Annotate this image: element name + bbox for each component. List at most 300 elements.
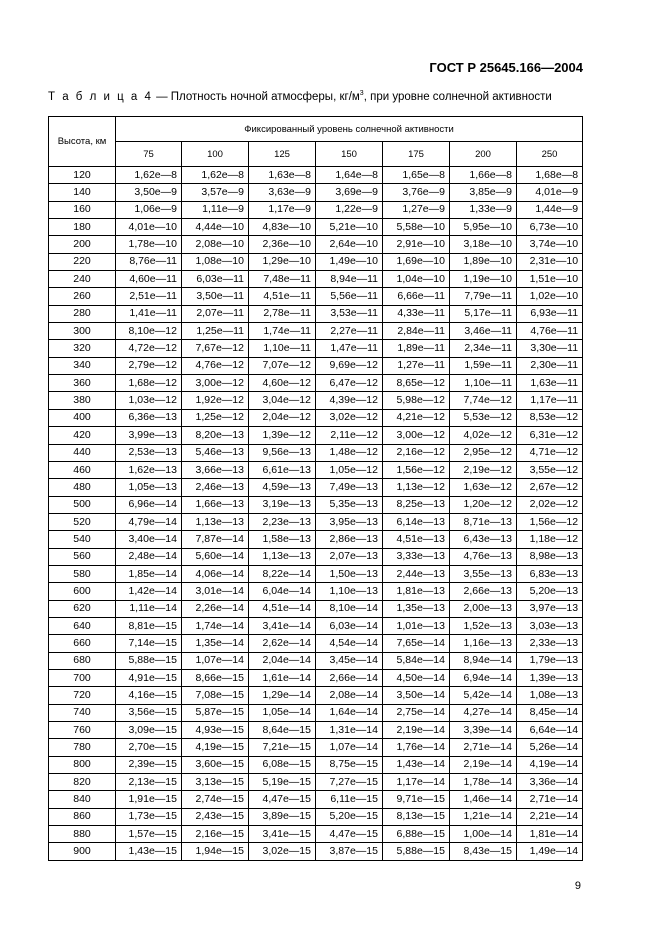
density-value-cell: 3,00e—12	[182, 375, 249, 392]
level-column-header: 150	[316, 142, 383, 167]
density-value-cell: 1,66e—8	[450, 167, 517, 184]
density-value-cell: 6,08e—15	[249, 756, 316, 773]
density-value-cell: 1,63e—12	[450, 479, 517, 496]
density-value-cell: 7,21e—15	[249, 739, 316, 756]
density-value-cell: 3,69e—9	[316, 184, 383, 201]
page-number: 9	[574, 880, 581, 892]
density-value-cell: 1,61e—14	[249, 669, 316, 686]
density-value-cell: 2,34e—11	[450, 340, 517, 357]
density-value-cell: 4,50e—14	[383, 669, 450, 686]
density-value-cell: 3,60e—15	[182, 756, 249, 773]
table-caption-tail: , при уровне солнечной активности	[363, 91, 552, 103]
table-row	[49, 513, 583, 530]
density-value-cell: 1,68e—12	[116, 375, 182, 392]
density-value-cell: 1,22e—9	[316, 201, 383, 218]
density-value-cell: 3,74e—10	[517, 236, 583, 253]
density-value-cell: 1,50e—13	[316, 565, 383, 582]
altitude-cell: 580	[49, 565, 116, 582]
density-value-cell: 2,53e—13	[116, 444, 182, 461]
density-value-cell: 2,84e—11	[383, 323, 450, 340]
density-value-cell: 4,21e—12	[383, 409, 450, 426]
density-value-cell: 5,60e—14	[182, 548, 249, 565]
density-value-cell: 2,04e—14	[249, 652, 316, 669]
table-row	[49, 305, 583, 322]
altitude-cell: 840	[49, 791, 116, 808]
altitude-cell: 320	[49, 340, 116, 357]
density-value-cell: 2,46e—13	[182, 479, 249, 496]
altitude-cell: 480	[49, 479, 116, 496]
density-value-cell: 1,25e—12	[182, 409, 249, 426]
density-value-cell: 3,02e—15	[249, 843, 316, 860]
table-row	[49, 565, 583, 582]
altitude-cell: 340	[49, 357, 116, 374]
altitude-cell: 220	[49, 253, 116, 270]
density-value-cell: 2,23e—13	[249, 513, 316, 530]
density-value-cell: 1,73e—15	[116, 808, 182, 825]
table-caption-text: — Плотность ночной атмосферы, кг/м	[152, 91, 360, 103]
altitude-cell: 660	[49, 635, 116, 652]
altitude-cell: 900	[49, 843, 116, 860]
table-row	[49, 808, 583, 825]
density-value-cell: 2,79e—12	[116, 357, 182, 374]
density-value-cell: 1,41e—11	[116, 305, 182, 322]
density-value-cell: 3,85e—9	[450, 184, 517, 201]
table-row	[49, 427, 583, 444]
density-value-cell: 5,20e—15	[316, 808, 383, 825]
table-row	[49, 843, 583, 860]
density-value-cell: 4,76e—13	[450, 548, 517, 565]
density-value-cell: 5,84e—14	[383, 652, 450, 669]
density-value-cell: 2,19e—12	[450, 461, 517, 478]
table-caption-superscript: 3	[359, 90, 364, 97]
density-value-cell: 5,88e—15	[383, 843, 450, 860]
density-value-cell: 6,66e—11	[383, 288, 450, 305]
density-value-cell: 1,10e—11	[249, 340, 316, 357]
density-value-cell: 1,89e—11	[383, 340, 450, 357]
density-value-cell: 4,33e—11	[383, 305, 450, 322]
density-value-cell: 1,64e—8	[316, 167, 383, 184]
density-value-cell: 3,66e—13	[182, 461, 249, 478]
level-column-header: 75	[116, 142, 182, 167]
density-value-cell: 4,76e—12	[182, 357, 249, 374]
altitude-cell: 540	[49, 531, 116, 548]
density-value-cell: 4,51e—14	[249, 600, 316, 617]
density-value-cell: 1,16e—13	[450, 635, 517, 652]
density-value-cell: 2,43e—15	[182, 808, 249, 825]
density-value-cell: 8,81e—15	[116, 617, 182, 634]
density-value-cell: 9,56e—13	[249, 444, 316, 461]
density-value-cell: 2,48e—14	[116, 548, 182, 565]
density-value-cell: 7,08e—15	[182, 687, 249, 704]
density-value-cell: 2,67e—12	[517, 479, 583, 496]
altitude-cell: 380	[49, 392, 116, 409]
density-value-cell: 3,19e—13	[249, 496, 316, 513]
density-value-cell: 1,47e—11	[316, 340, 383, 357]
density-value-cell: 6,43e—13	[450, 531, 517, 548]
density-value-cell: 8,71e—13	[450, 513, 517, 530]
density-value-cell: 4,47e—15	[249, 791, 316, 808]
density-value-cell: 3,03e—13	[517, 617, 583, 634]
table-caption	[48, 90, 552, 103]
density-value-cell: 8,10e—12	[116, 323, 182, 340]
density-value-cell: 1,63e—11	[517, 375, 583, 392]
density-value-cell: 2,19e—14	[383, 722, 450, 739]
density-value-cell: 1,91e—15	[116, 791, 182, 808]
density-value-cell: 5,87e—15	[182, 704, 249, 721]
density-value-cell: 4,47e—15	[316, 826, 383, 843]
density-value-cell: 4,01e—9	[517, 184, 583, 201]
level-column-header: 200	[450, 142, 517, 167]
density-value-cell: 7,79e—11	[450, 288, 517, 305]
table-row	[49, 531, 583, 548]
density-value-cell: 2,71e—14	[450, 739, 517, 756]
density-value-cell: 8,66e—15	[182, 669, 249, 686]
density-value-cell: 8,53e—12	[517, 409, 583, 426]
density-value-cell: 3,56e—15	[116, 704, 182, 721]
density-value-cell: 2,04e—12	[249, 409, 316, 426]
density-value-cell: 1,51e—10	[517, 271, 583, 288]
density-value-cell: 2,07e—13	[316, 548, 383, 565]
density-value-cell: 1,62e—8	[182, 167, 249, 184]
density-value-cell: 1,11e—14	[116, 600, 182, 617]
density-value-cell: 1,92e—12	[182, 392, 249, 409]
density-value-cell: 1,59e—11	[450, 357, 517, 374]
table-row	[49, 496, 583, 513]
density-value-cell: 4,54e—14	[316, 635, 383, 652]
density-value-cell: 6,61e—13	[249, 461, 316, 478]
altitude-cell: 520	[49, 513, 116, 530]
density-value-cell: 3,33e—13	[383, 548, 450, 565]
altitude-cell: 620	[49, 600, 116, 617]
density-value-cell: 1,46e—14	[450, 791, 517, 808]
density-value-cell: 2,51e—11	[116, 288, 182, 305]
density-value-cell: 1,35e—13	[383, 600, 450, 617]
density-value-cell: 1,52e—13	[450, 617, 517, 634]
density-value-cell: 1,62e—13	[116, 461, 182, 478]
altitude-cell: 820	[49, 774, 116, 791]
density-value-cell: 2,00e—13	[450, 600, 517, 617]
density-value-cell: 3,55e—13	[450, 565, 517, 582]
altitude-cell: 640	[49, 617, 116, 634]
altitude-cell: 800	[49, 756, 116, 773]
density-value-cell: 4,01e—10	[116, 219, 182, 236]
table-row	[49, 409, 583, 426]
density-value-cell: 1,94e—15	[182, 843, 249, 860]
density-value-cell: 5,98e—12	[383, 392, 450, 409]
altitude-cell: 300	[49, 323, 116, 340]
table-row	[49, 236, 583, 253]
altitude-cell: 600	[49, 583, 116, 600]
altitude-cell: 780	[49, 739, 116, 756]
table-row	[49, 323, 583, 340]
density-value-cell: 3,36e—14	[517, 774, 583, 791]
density-value-cell: 4,76e—11	[517, 323, 583, 340]
density-value-cell: 1,62e—8	[116, 167, 182, 184]
density-value-cell: 1,42e—14	[116, 583, 182, 600]
density-value-cell: 1,64e—14	[316, 704, 383, 721]
density-value-cell: 1,76e—14	[383, 739, 450, 756]
density-value-cell: 6,11e—15	[316, 791, 383, 808]
density-value-cell: 1,17e—9	[249, 201, 316, 218]
density-value-cell: 5,21e—10	[316, 219, 383, 236]
density-value-cell: 1,04e—10	[383, 271, 450, 288]
density-value-cell: 1,69e—10	[383, 253, 450, 270]
density-value-cell: 2,75e—14	[383, 704, 450, 721]
density-value-cell: 4,19e—14	[517, 756, 583, 773]
table-row	[49, 548, 583, 565]
density-value-cell: 6,47e—12	[316, 375, 383, 392]
altitude-cell: 500	[49, 496, 116, 513]
density-value-cell: 1,74e—14	[182, 617, 249, 634]
density-value-cell: 1,78e—14	[450, 774, 517, 791]
density-value-cell: 3,13e—15	[182, 774, 249, 791]
density-value-cell: 2,86e—13	[316, 531, 383, 548]
density-value-cell: 2,78e—11	[249, 305, 316, 322]
density-value-cell: 1,81e—14	[517, 826, 583, 843]
density-value-cell: 7,49e—13	[316, 479, 383, 496]
density-value-cell: 1,17e—14	[383, 774, 450, 791]
density-value-cell: 8,10e—14	[316, 600, 383, 617]
density-value-cell: 1,44e—9	[517, 201, 583, 218]
density-value-cell: 4,60e—12	[249, 375, 316, 392]
density-value-cell: 4,91e—15	[116, 669, 182, 686]
altitude-cell: 180	[49, 219, 116, 236]
density-value-cell: 1,49e—10	[316, 253, 383, 270]
density-value-cell: 8,98e—13	[517, 548, 583, 565]
density-value-cell: 1,08e—13	[517, 687, 583, 704]
density-value-cell: 2,91e—10	[383, 236, 450, 253]
table-row	[49, 479, 583, 496]
density-value-cell: 7,14e—15	[116, 635, 182, 652]
density-value-cell: 2,30e—11	[517, 357, 583, 374]
density-value-cell: 3,89e—15	[249, 808, 316, 825]
density-value-cell: 1,58e—13	[249, 531, 316, 548]
density-value-cell: 3,41e—14	[249, 617, 316, 634]
density-value-cell: 8,45e—14	[517, 704, 583, 721]
density-value-cell: 8,76e—11	[116, 253, 182, 270]
density-value-cell: 3,04e—12	[249, 392, 316, 409]
table-row	[49, 600, 583, 617]
density-value-cell: 3,39e—14	[450, 722, 517, 739]
density-value-cell: 1,29e—14	[249, 687, 316, 704]
table-row	[49, 669, 583, 686]
density-value-cell: 3,50e—9	[116, 184, 182, 201]
density-value-cell: 3,99e—13	[116, 427, 182, 444]
density-value-cell: 1,02e—10	[517, 288, 583, 305]
density-value-cell: 5,17e—11	[450, 305, 517, 322]
density-value-cell: 3,95e—13	[316, 513, 383, 530]
level-column-header: 250	[517, 142, 583, 167]
altitude-cell: 560	[49, 548, 116, 565]
density-value-cell: 1,56e—12	[383, 461, 450, 478]
table-row	[49, 722, 583, 739]
density-value-cell: 8,22e—14	[249, 565, 316, 582]
density-value-cell: 3,57e—9	[182, 184, 249, 201]
table-row	[49, 652, 583, 669]
table-row	[49, 704, 583, 721]
density-value-cell: 7,27e—15	[316, 774, 383, 791]
level-column-header: 125	[249, 142, 316, 167]
table-row	[49, 617, 583, 634]
density-value-cell: 8,25e—13	[383, 496, 450, 513]
density-value-cell: 5,56e—11	[316, 288, 383, 305]
density-value-cell: 1,27e—9	[383, 201, 450, 218]
density-value-cell: 8,75e—15	[316, 756, 383, 773]
density-value-cell: 1,03e—12	[116, 392, 182, 409]
density-value-cell: 1,05e—14	[249, 704, 316, 721]
density-value-cell: 1,31e—14	[316, 722, 383, 739]
density-value-cell: 6,04e—14	[249, 583, 316, 600]
altitude-cell: 400	[49, 409, 116, 426]
density-value-cell: 4,93e—15	[182, 722, 249, 739]
altitude-column-header: Высота, км	[49, 117, 116, 167]
density-value-cell: 4,19e—15	[182, 739, 249, 756]
density-value-cell: 4,72e—12	[116, 340, 182, 357]
density-value-cell: 3,45e—14	[316, 652, 383, 669]
density-value-cell: 5,53e—12	[450, 409, 517, 426]
density-value-cell: 1,20e—12	[450, 496, 517, 513]
density-value-cell: 1,49e—14	[517, 843, 583, 860]
density-value-cell: 7,07e—12	[249, 357, 316, 374]
density-value-cell: 5,95e—10	[450, 219, 517, 236]
altitude-cell: 140	[49, 184, 116, 201]
density-value-cell: 1,65e—8	[383, 167, 450, 184]
density-value-cell: 5,88e—15	[116, 652, 182, 669]
density-value-cell: 6,03e—14	[316, 617, 383, 634]
density-value-cell: 1,63e—8	[249, 167, 316, 184]
density-value-cell: 2,66e—13	[450, 583, 517, 600]
density-value-cell: 4,59e—13	[249, 479, 316, 496]
density-value-cell: 2,19e—14	[450, 756, 517, 773]
density-value-cell: 6,93e—11	[517, 305, 583, 322]
density-value-cell: 2,62e—14	[249, 635, 316, 652]
density-value-cell: 2,70e—15	[116, 739, 182, 756]
density-value-cell: 1,10e—13	[316, 583, 383, 600]
density-value-cell: 1,39e—13	[517, 669, 583, 686]
document-standard-number: ГОСТ Р 25645.166—2004	[429, 60, 583, 75]
density-value-cell: 2,74e—15	[182, 791, 249, 808]
altitude-cell: 740	[49, 704, 116, 721]
density-value-cell: 4,71e—12	[517, 444, 583, 461]
table-row	[49, 201, 583, 218]
density-value-cell: 2,31e—10	[517, 253, 583, 270]
density-value-cell: 1,57e—15	[116, 826, 182, 843]
density-value-cell: 1,13e—12	[383, 479, 450, 496]
density-value-cell: 1,00e—14	[450, 826, 517, 843]
altitude-cell: 160	[49, 201, 116, 218]
density-value-cell: 1,11e—9	[182, 201, 249, 218]
altitude-cell: 360	[49, 375, 116, 392]
density-value-cell: 6,94e—14	[450, 669, 517, 686]
density-value-cell: 1,43e—15	[116, 843, 182, 860]
density-value-cell: 1,05e—13	[116, 479, 182, 496]
density-value-cell: 8,64e—15	[249, 722, 316, 739]
density-value-cell: 2,71e—14	[517, 791, 583, 808]
density-value-cell: 1,66e—13	[182, 496, 249, 513]
density-value-cell: 5,46e—13	[182, 444, 249, 461]
table-row	[49, 271, 583, 288]
density-value-cell: 1,89e—10	[450, 253, 517, 270]
density-value-cell: 8,13e—15	[383, 808, 450, 825]
density-value-cell: 1,85e—14	[116, 565, 182, 582]
density-value-cell: 1,08e—10	[182, 253, 249, 270]
density-value-cell: 1,10e—11	[450, 375, 517, 392]
density-value-cell: 1,81e—13	[383, 583, 450, 600]
density-value-cell: 1,68e—8	[517, 167, 583, 184]
altitude-cell: 240	[49, 271, 116, 288]
density-value-cell: 8,43e—15	[450, 843, 517, 860]
density-value-cell: 4,83e—10	[249, 219, 316, 236]
density-value-cell: 1,18e—12	[517, 531, 583, 548]
density-value-cell: 2,13e—15	[116, 774, 182, 791]
density-value-cell: 7,87e—14	[182, 531, 249, 548]
density-value-cell: 1,29e—10	[249, 253, 316, 270]
table-row	[49, 739, 583, 756]
table-row	[49, 826, 583, 843]
density-value-cell: 5,58e—10	[383, 219, 450, 236]
table-row	[49, 375, 583, 392]
density-value-cell: 6,73e—10	[517, 219, 583, 236]
density-value-cell: 1,43e—14	[383, 756, 450, 773]
table-row	[49, 184, 583, 201]
level-column-header: 100	[182, 142, 249, 167]
density-value-cell: 9,69e—12	[316, 357, 383, 374]
density-value-cell: 3,00e—12	[383, 427, 450, 444]
density-value-cell: 2,39e—15	[116, 756, 182, 773]
density-value-cell: 6,83e—13	[517, 565, 583, 582]
density-table	[48, 116, 583, 861]
density-value-cell: 3,30e—11	[517, 340, 583, 357]
density-value-cell: 2,95e—12	[450, 444, 517, 461]
table-row	[49, 583, 583, 600]
density-value-cell: 2,66e—14	[316, 669, 383, 686]
density-value-cell: 8,20e—13	[182, 427, 249, 444]
density-value-cell: 3,87e—15	[316, 843, 383, 860]
density-value-cell: 2,11e—12	[316, 427, 383, 444]
density-value-cell: 1,56e—12	[517, 513, 583, 530]
level-column-header: 175	[383, 142, 450, 167]
density-value-cell: 4,27e—14	[450, 704, 517, 721]
altitude-cell: 760	[49, 722, 116, 739]
table-row	[49, 392, 583, 409]
density-value-cell: 4,06e—14	[182, 565, 249, 582]
density-value-cell: 1,35e—14	[182, 635, 249, 652]
altitude-cell: 880	[49, 826, 116, 843]
density-value-cell: 4,60e—11	[116, 271, 182, 288]
density-value-cell: 3,53e—11	[316, 305, 383, 322]
table-row	[49, 288, 583, 305]
altitude-cell: 440	[49, 444, 116, 461]
density-value-cell: 2,27e—11	[316, 323, 383, 340]
density-value-cell: 1,07e—14	[182, 652, 249, 669]
density-value-cell: 2,16e—15	[182, 826, 249, 843]
density-value-cell: 5,19e—15	[249, 774, 316, 791]
density-value-cell: 4,51e—13	[383, 531, 450, 548]
density-value-cell: 4,16e—15	[116, 687, 182, 704]
table-row	[49, 774, 583, 791]
altitude-cell: 260	[49, 288, 116, 305]
table-row	[49, 444, 583, 461]
altitude-cell: 860	[49, 808, 116, 825]
density-value-cell: 2,02e—12	[517, 496, 583, 513]
density-value-cell: 2,26e—14	[182, 600, 249, 617]
density-value-cell: 4,79e—14	[116, 513, 182, 530]
density-value-cell: 3,55e—12	[517, 461, 583, 478]
solar-activity-group-header: Фиксированный уровень солнечной активности	[116, 117, 583, 142]
table-row	[49, 687, 583, 704]
table-row	[49, 167, 583, 184]
density-value-cell: 1,21e—14	[450, 808, 517, 825]
